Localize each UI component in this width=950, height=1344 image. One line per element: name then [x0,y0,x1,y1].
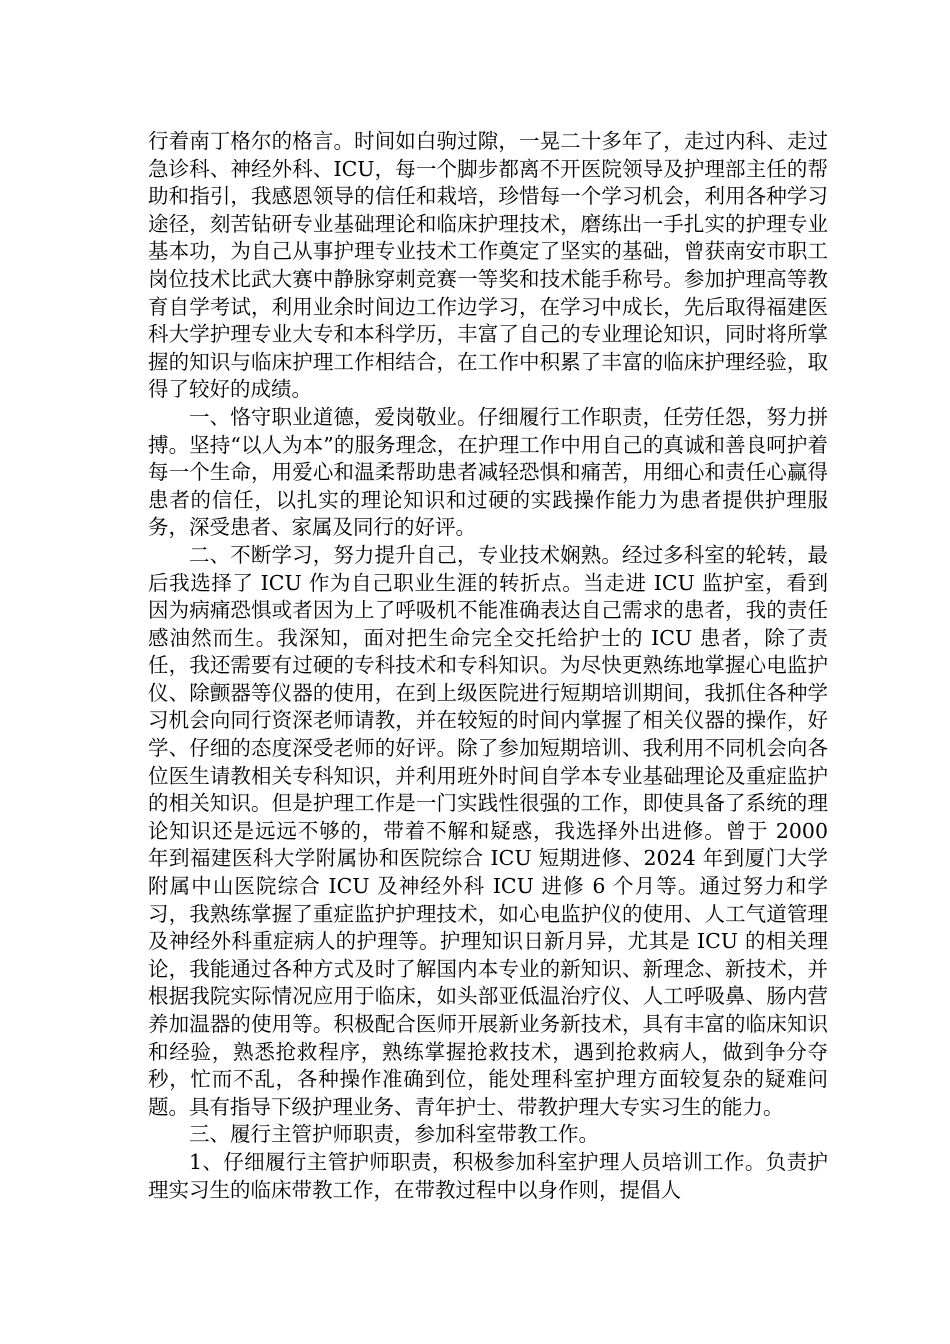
paragraph-section-one: 一、恪守职业道德，爱岗敬业。仔细履行工作职责，任劳任怨，努力拼搏。坚持“以人为本”的服务理念，在护理工作中用自己的真诚和善良呵护着每一个生命，用爱心和温柔帮助患者减轻恐惧和痛苦，用细心和责任心赢得患者的信任，以扎实的理论知识和过硬的实践操作能力为患者提供护理服务，深受患者、家属及同行的好评。 [148,404,828,540]
document-page [148,128,828,1204]
paragraph-section-three-heading: 三、履行主管护师职责，参加科室带教工作。 [189,1122,599,1147]
paragraph-section-two: 二、不断学习，努力提升自己，专业技术娴熟。经过多科室的轮转，最后我选择了 ICU 作为自己职业生涯的转折点。当走进 ICU 监护室，看到因为病痛恐惧或者因为上了呼吸机不能准确表达自己需求的患者，我的责任感油然而生。我深知，面对把生命完全交托给护士的 ICU 患者，除了责任，我还需要有过硬的专科技术和专科知识。为尽快更熟练地掌握心电监护仪、除颤器等仪器的使用，在到上级医院进行短期培训期间，我抓住各种学习机会向同行资深老师请教，并在较短的时间内掌握了相关仪器的操作，好学、仔细的态度深受老师的好评。除了参加短期培训、我利用不同机会向各位医生请教相关专科知识，并利用班外时间自学本专业基础理论及重症监护的相关知识。但是护理工作是一门实践性很强的工作，即使具备了系统的理论知识还是远远不够的，带着不解和疑惑，我选择外出进修。曾于 2000 年到福建医科大学附属协和医院综合 ICU 短期进修、2024 年到厦门大学附属中山医院综合 ICU 及神经外科 ICU 进修 6 个月等。通过努力和学习，我熟练掌握了重症监护护理技术，如心电监护仪的使用、人工气道管理及神经外科重症病人的护理等。护理知识日新月异，尤其是 ICU 的相关理论，我能通过各种方式及时了解国内本专业的新知识、新理念、新技术，并根据我院实际情况应用于临床，如头部亚低温治疗仪、人工呼吸鼻、肠内营养加温器的使用等。积极配合医师开展新业务新技术，具有丰富的临床知识和经验，熟悉抢救程序，熟练掌握抢救技术，遇到抢救病人，做到争分夺秒，忙而不乱，各种操作准确到位，能处理科室护理方面较复杂的疑难问题。具有指导下级护理业务、青年护士、带教护理大专实习生的能力。 [148,542,828,1119]
paragraph-intro: 行着南丁格尔的格言。时间如白驹过隙，一晃二十多年了，走过内科、走过急诊科、神经外科、ICU，每一个脚步都离不开医院领导及护理部主任的帮助和指引，我感恩领导的信任和栽培，珍惜每一个学习机会，利用各种学习途径，刻苦钻研专业基础理论和临床护理技术，磨练出一手扎实的护理专业基本功，为自己从事护理专业技术工作奠定了坚实的基础，曾获南安市职工岗位技术比武大赛中静脉穿刺竞赛一等奖和技术能手称号。参加护理高等教育自学考试，利用业余时间边工作边学习，在学习中成长，先后取得福建医科大学护理专业大专和本科学历，丰富了自己的专业理论知识，同时将所掌握的知识与临床护理工作相结合，在工作中积累了丰富的临床护理经验，取得了较好的成绩。 [148,129,828,402]
paragraph-item-one: 1、仔细履行主管护师职责，积极参加科室护理人员培训工作。负责护理实习生的临床带教工作，在带教过程中以身作则，提倡人 [148,1149,828,1202]
